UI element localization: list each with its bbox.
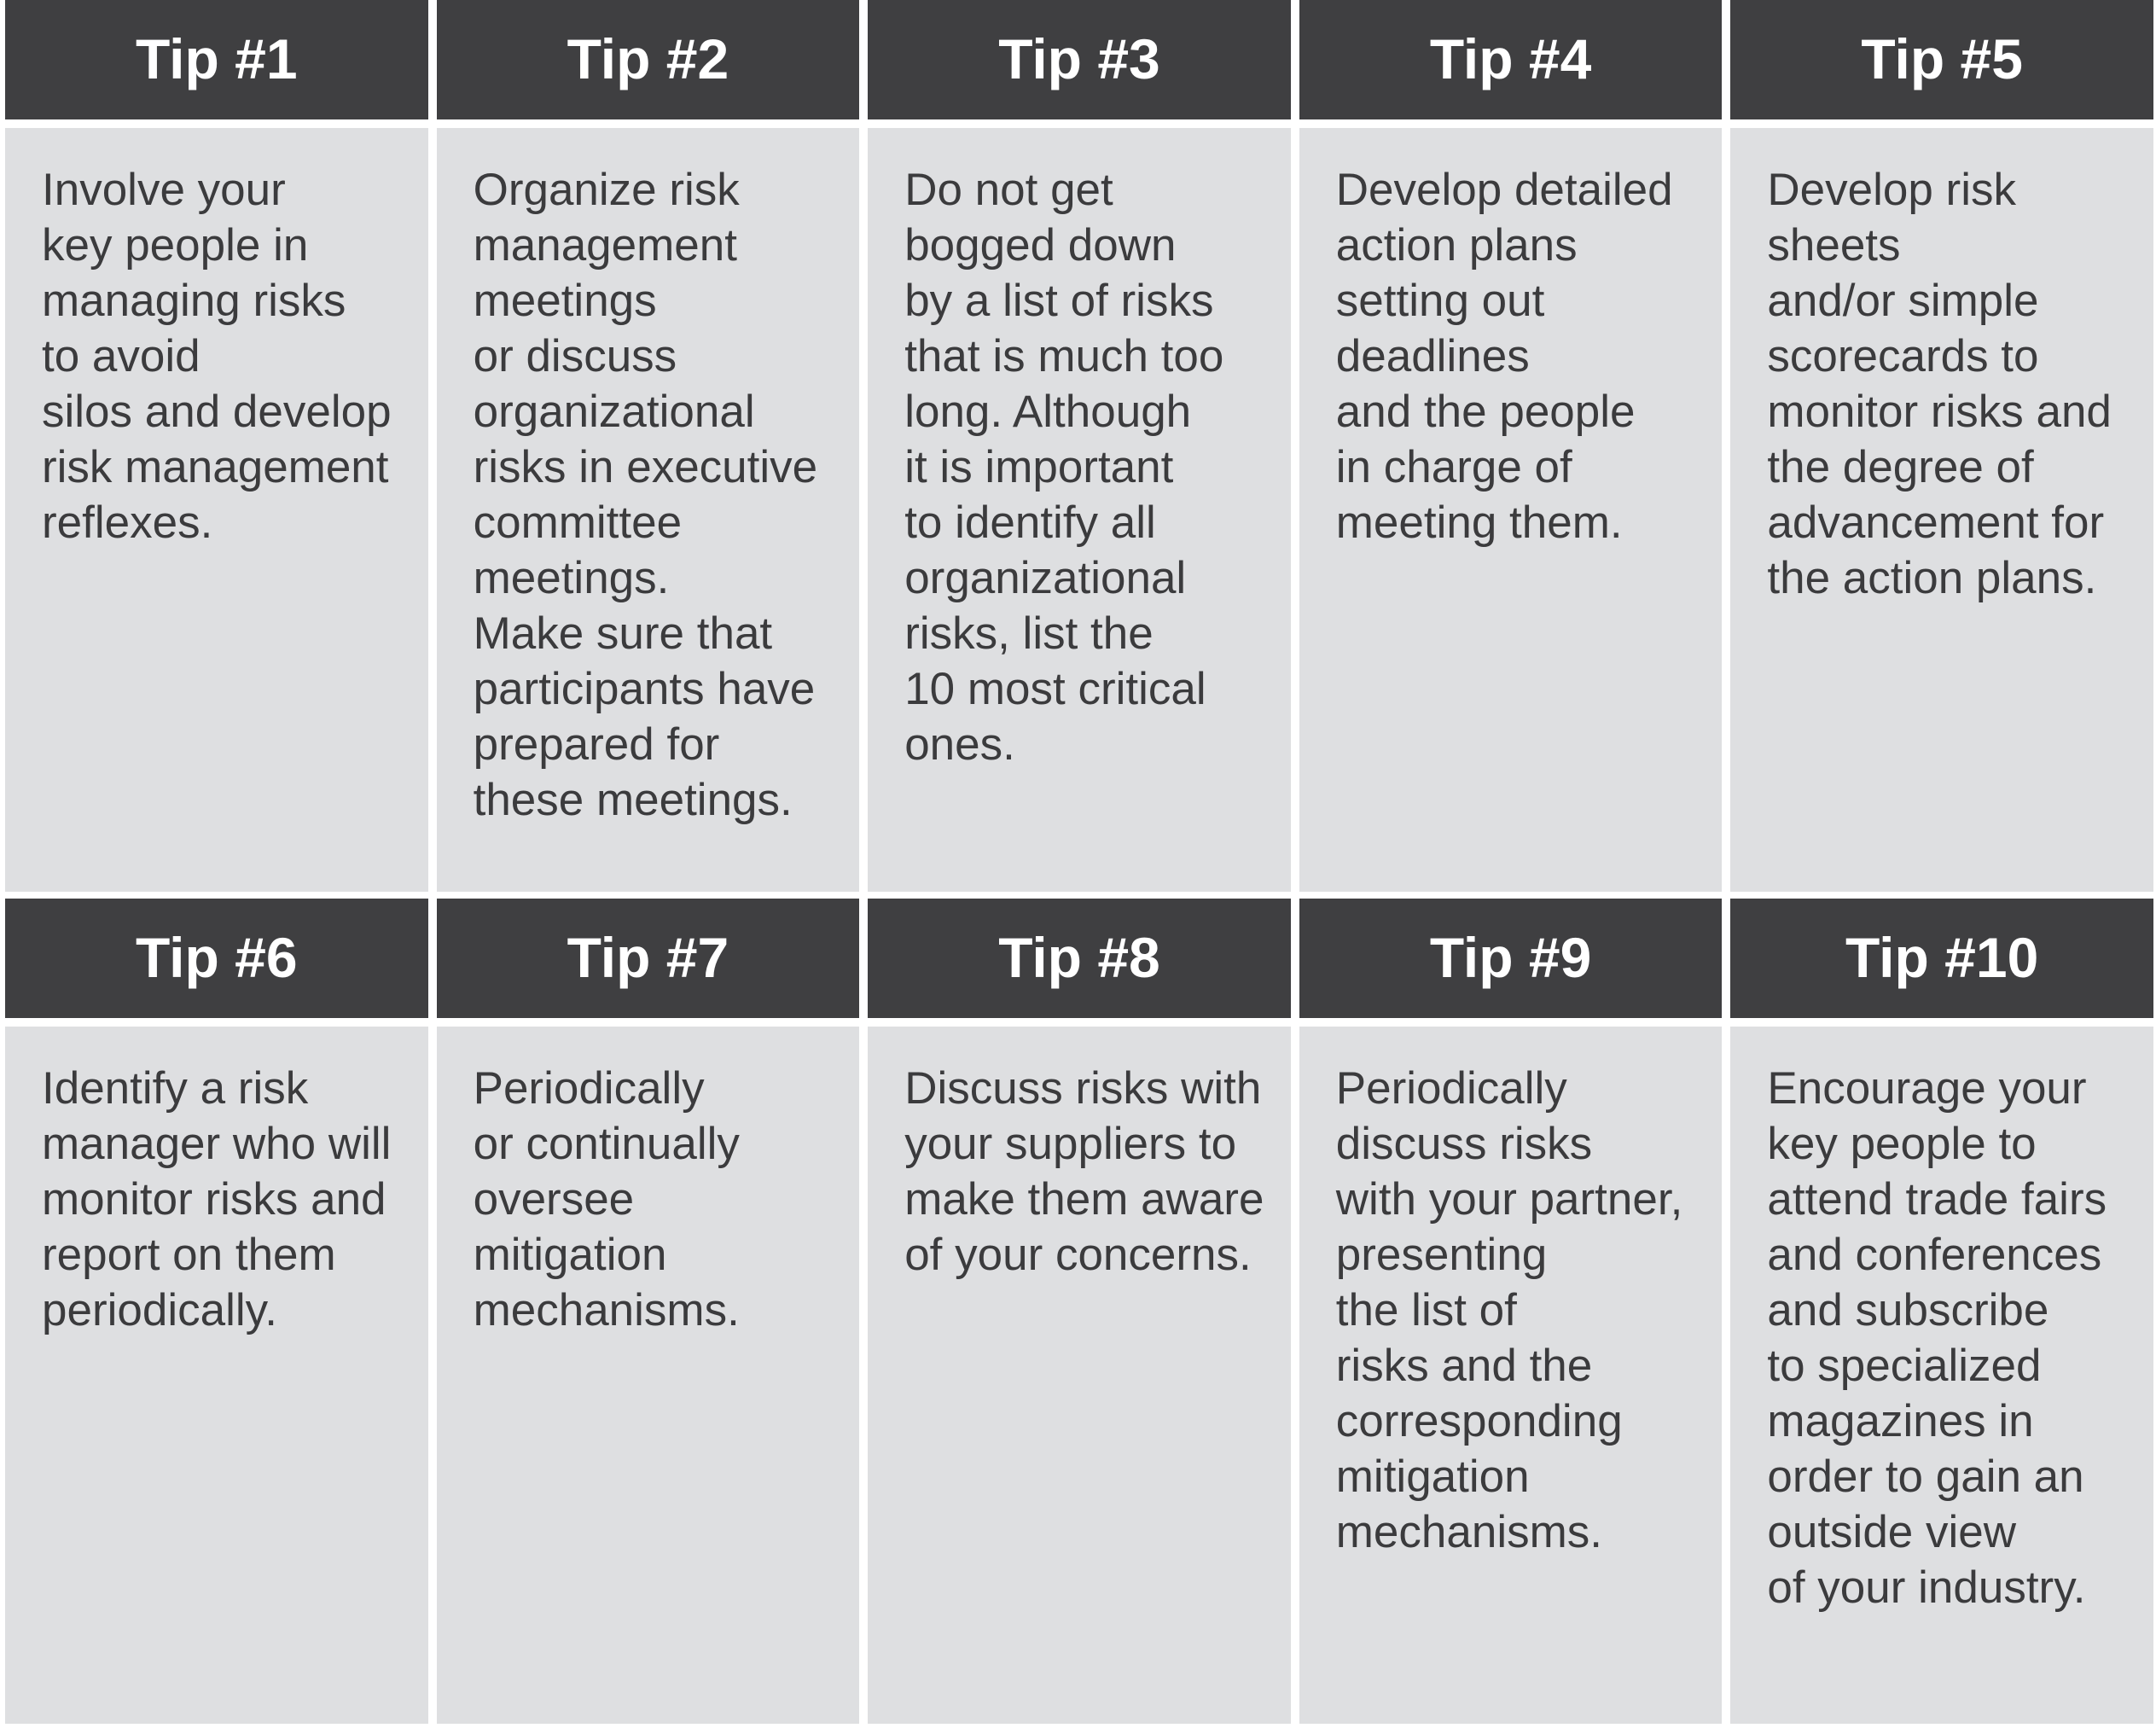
tip-title: Tip #8: [868, 899, 1291, 1018]
tip-card-4: [1299, 0, 1723, 892]
tip-text: Periodically discuss risks with your partner, presenting the list of risks and the corresponding mitigation mechanisms.: [1299, 1027, 1723, 1724]
tip-card-5: [1730, 0, 2153, 892]
tip-card-2: [437, 0, 860, 892]
tip-title: Tip #2: [437, 0, 860, 119]
tip-title: Tip #10: [1730, 899, 2153, 1018]
tip-card-10: [1730, 899, 2153, 1724]
tip-text: Develop risk sheets and/or simple scorecards to monitor risks and the degree of advancement for the action plans.: [1730, 128, 2153, 892]
tip-title: Tip #1: [5, 0, 428, 119]
tip-title: Tip #6: [5, 899, 428, 1018]
tip-card-6: [5, 899, 428, 1724]
tip-card-8: [868, 899, 1291, 1724]
tip-text: Discuss risks with your suppliers to make them aware of your concerns.: [868, 1027, 1291, 1724]
tip-title: Tip #9: [1299, 899, 1723, 1018]
tip-card-7: [437, 899, 860, 1724]
tip-text: Develop detailed action plans setting out deadlines and the people in charge of meeting them.: [1299, 128, 1723, 892]
tip-text: Involve your key people in managing risks to avoid silos and develop risk management reflexes.: [5, 128, 428, 892]
tip-card-9: [1299, 899, 1723, 1724]
tip-title: Tip #7: [437, 899, 860, 1018]
tip-card-1: [5, 0, 428, 892]
tips-row-bottom: [0, 899, 2156, 1724]
tip-title: Tip #5: [1730, 0, 2153, 119]
tip-title: Tip #3: [868, 0, 1291, 119]
tip-text: Do not get bogged down by a list of risks that is much too long. Although it is important to identify all organizational risks, list the 10 most critical ones.: [868, 128, 1291, 892]
tip-text: Periodically or continually oversee mitigation mechanisms.: [437, 1027, 860, 1724]
tip-text: Identify a risk manager who will monitor risks and report on them periodically.: [5, 1027, 428, 1724]
tip-title: Tip #4: [1299, 0, 1723, 119]
tip-text: Organize risk management meetings or discuss organizational risks in executive committee meetings. Make sure that participants have prepared for these meetings.: [437, 128, 860, 892]
tip-text: Encourage your key people to attend trade fairs and conferences and subscribe to specialized magazines in order to gain an outside view of your industry.: [1730, 1027, 2153, 1724]
tip-card-3: [868, 0, 1291, 892]
